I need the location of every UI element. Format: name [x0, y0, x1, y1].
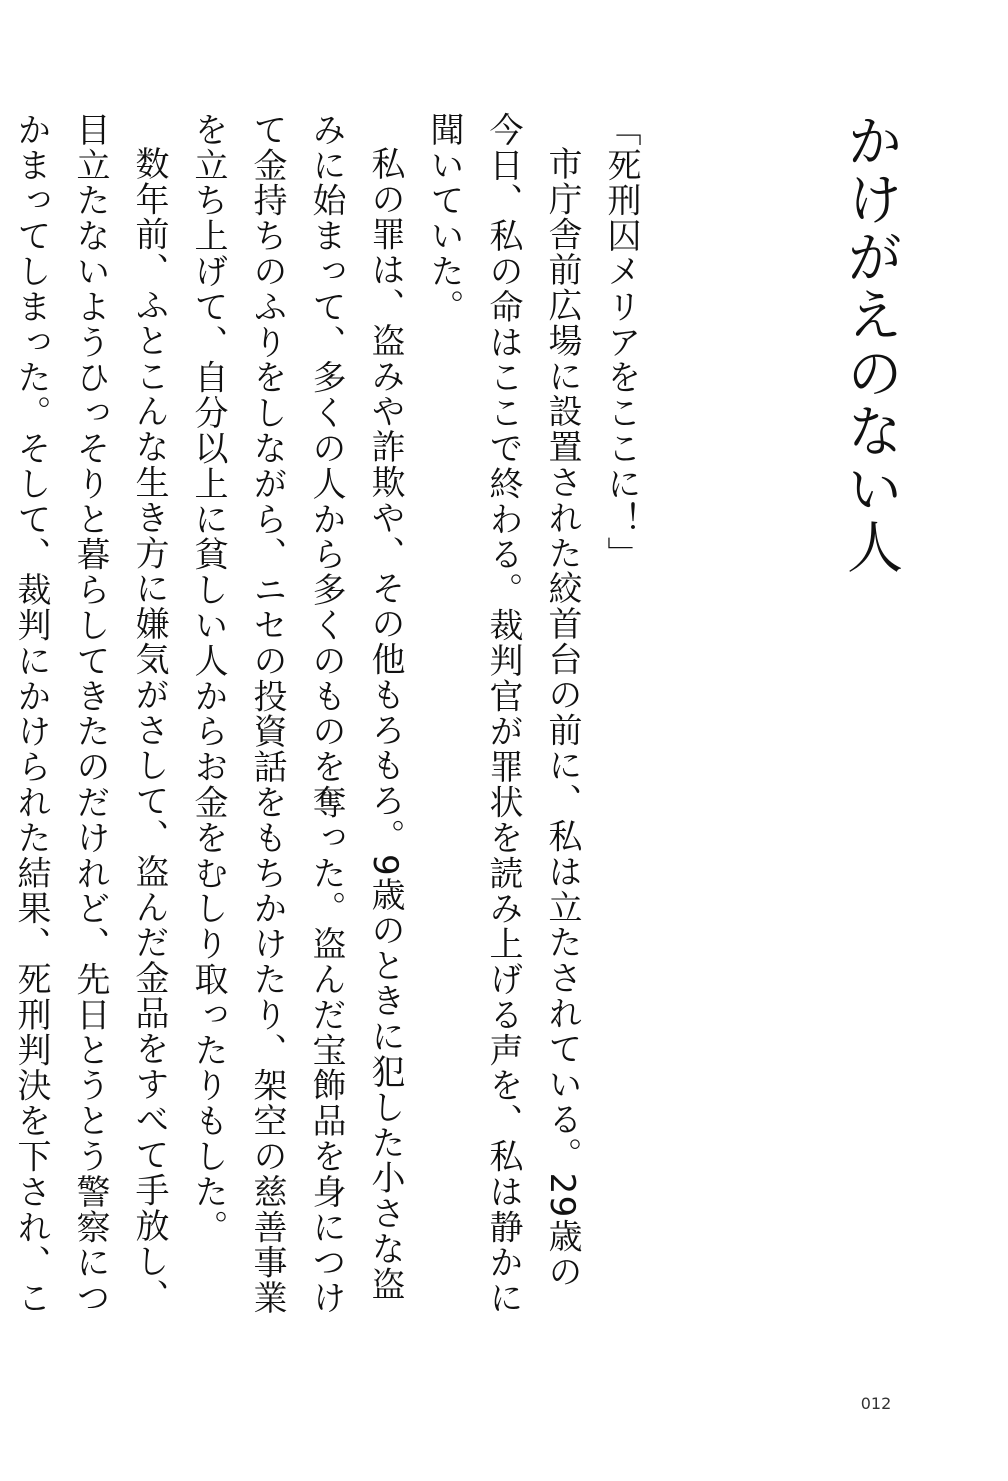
chapter-title: かけがえのない人 [838, 112, 903, 576]
paragraph-3: 私の罪は、盗みや詐欺や、その他もろもろ。9歳のときに犯した小さな盗みに始まって、多くの人から多くのものを奪った。盗んだ宝飾品を身につけて金持ちのふりをしながら、ニセの投資話をもちかけたり、架空の慈善事業を立ち上げて、自分以上に貧しい人からお金をむしり取ったりもした。 [188, 112, 405, 1316]
paragraph-1: 「死刑囚メリアをここに！」 [601, 112, 641, 573]
paragraph-4: 数年前、ふとこんな生き方に嫌気がさして、盗んだ金品をすべて手放し、目立たないようひっそりと暮らしてきたのだけれど、先日とうとう警察につかまってしまった。そして、裁判にかけられた結果、死刑判決を下され、こ [11, 112, 169, 1316]
page-number: 012 [860, 1394, 892, 1413]
body-text [11, 112, 650, 1322]
paragraph-2: 市庁舎前広場に設置された絞首台の前に、私は立たされている。29歳の今日、私の命はここで終わる。裁判官が罪状を読み上げる声を、私は静かに聞いていた。 [424, 112, 582, 1316]
